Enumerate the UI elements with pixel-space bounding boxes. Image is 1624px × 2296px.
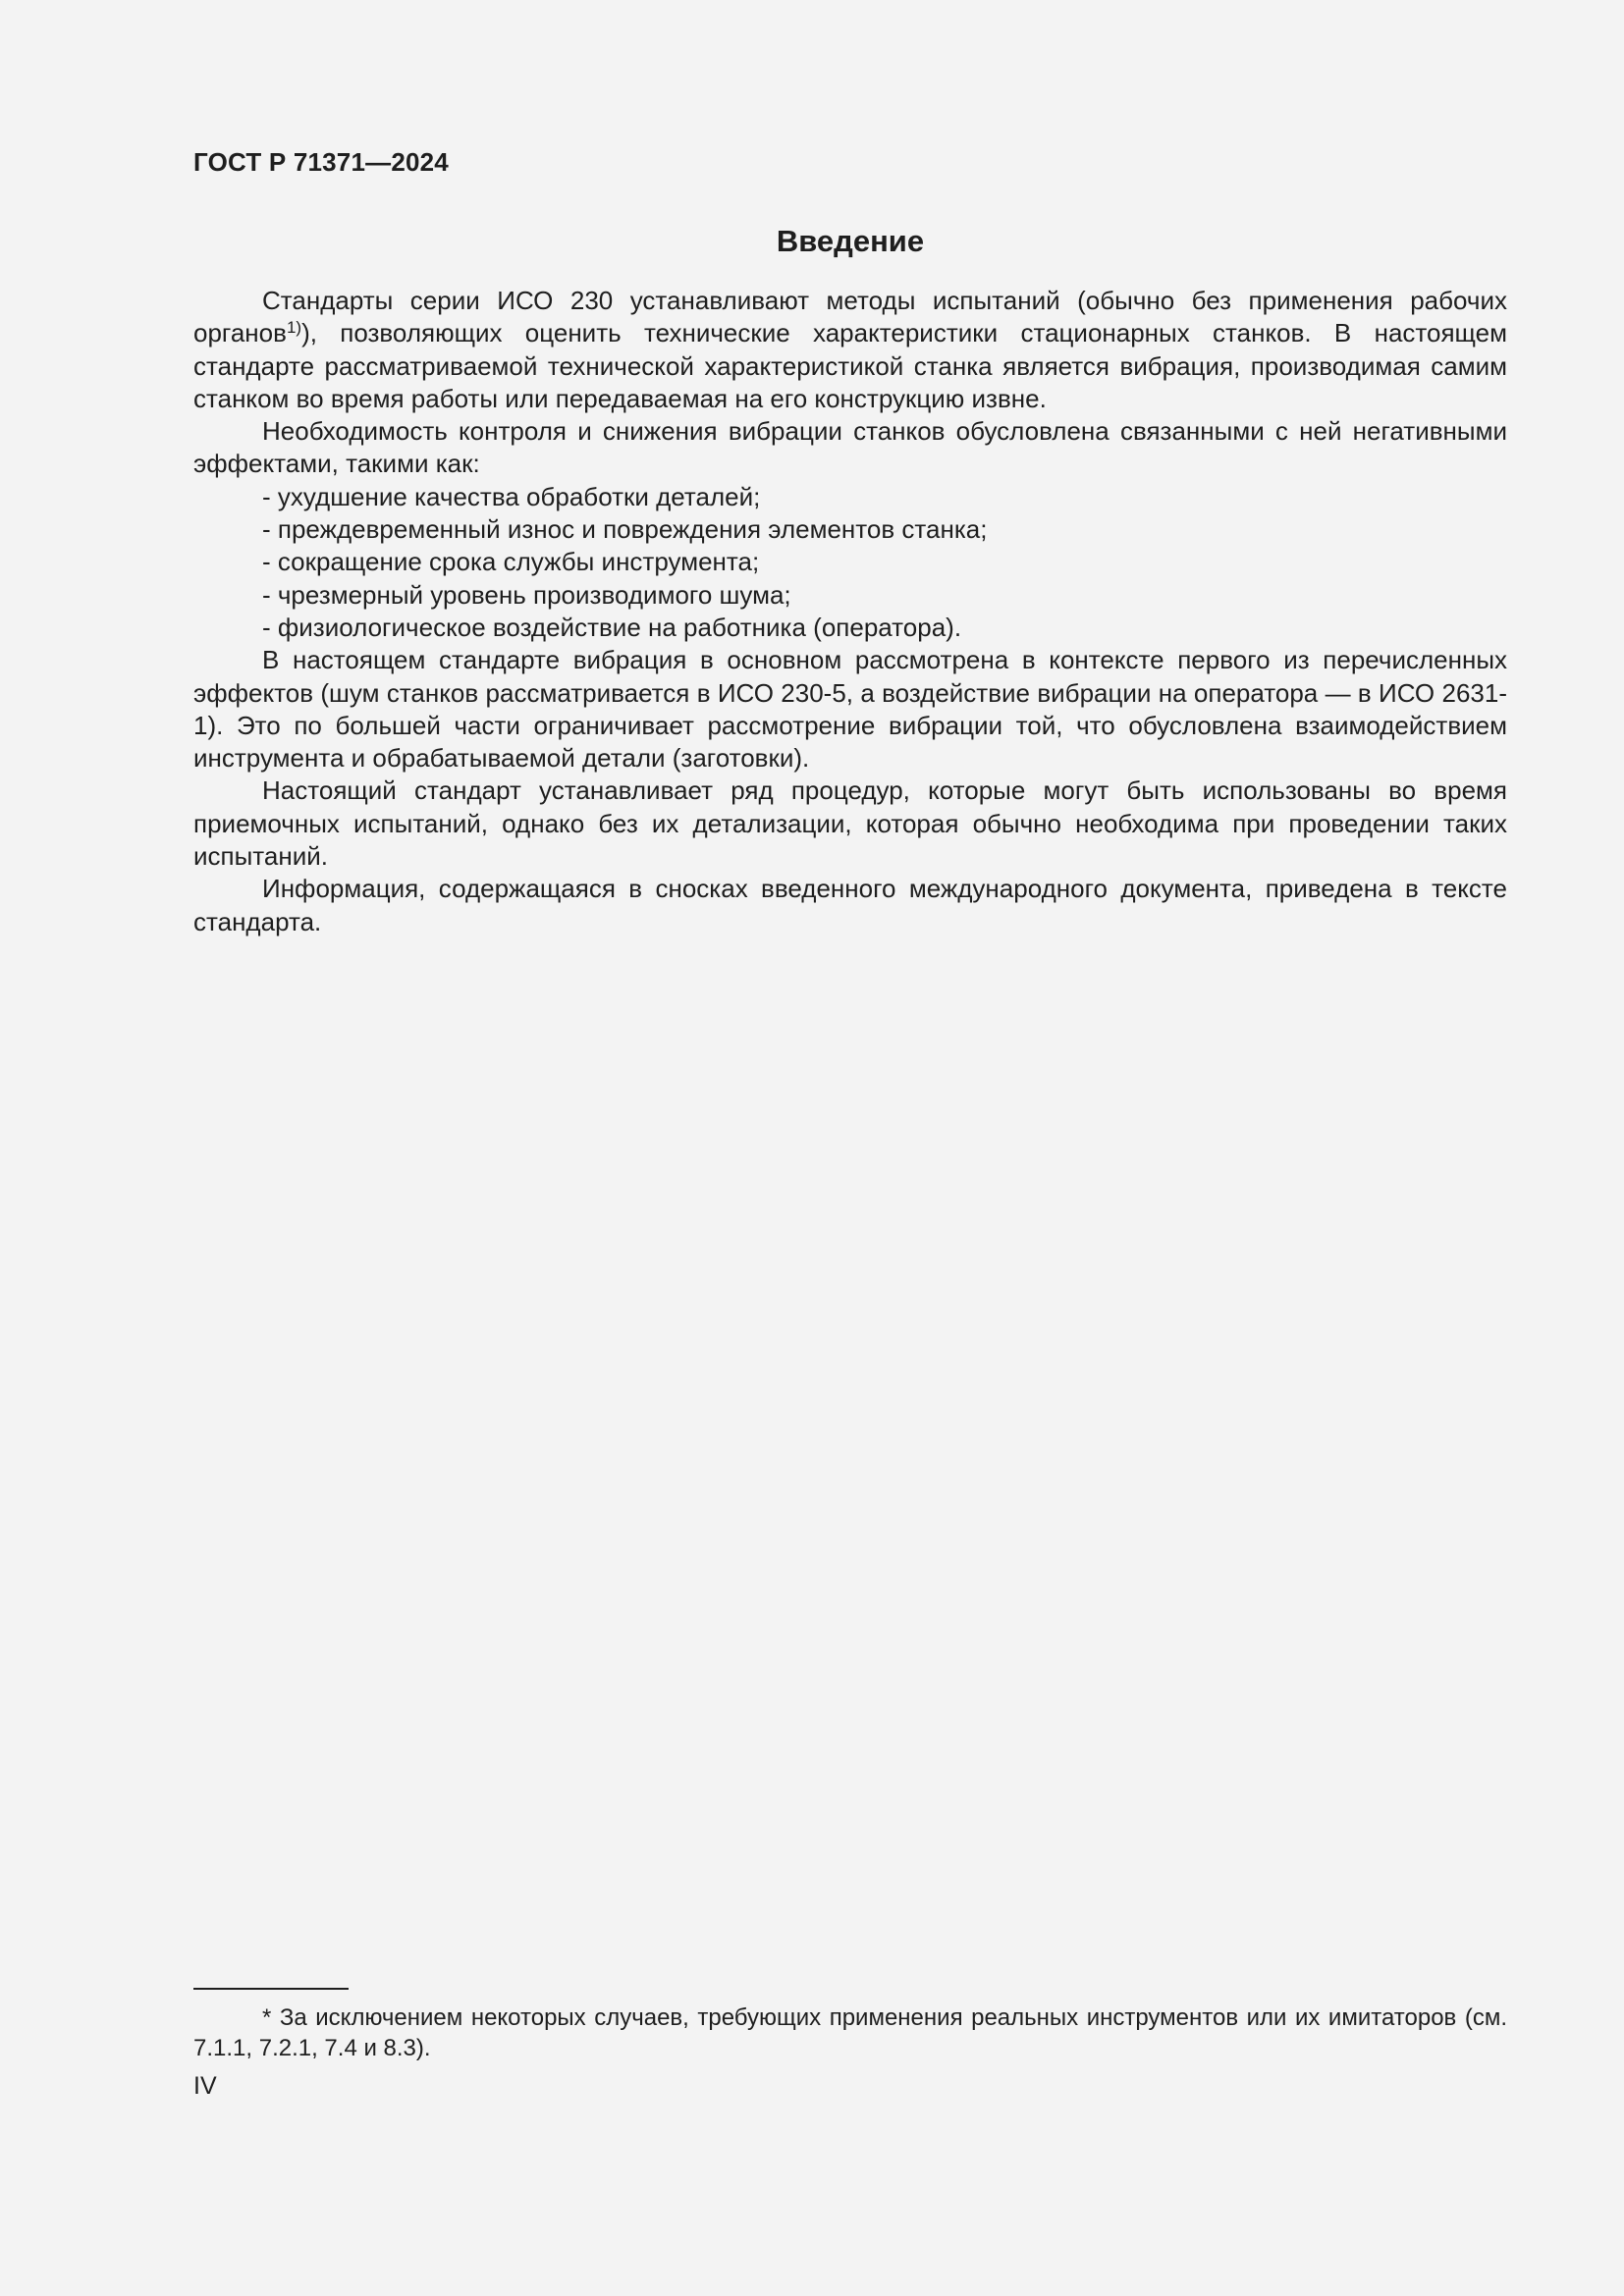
footnote-text: * За исключением некоторых случаев, требующих применения реальных инструментов или их имитаторов (см. 7.1.1, 7.2.1, 7.4 и 8.3). [193, 2004, 1507, 2061]
paragraph-intro [193, 285, 1507, 415]
body-text [193, 285, 1507, 938]
paragraph-necessity: Необходимость контроля и снижения вибрации станков обусловлена связанными с ней негативными эффектами, такими как: [193, 416, 1507, 479]
paragraph-intro-part-b: ), позволяющих оценить технические характеристики стационарных станков. В настоящем стандарте рассматриваемой технической характеристикой станка является вибрация, производимая самим станком во время работы или передаваемая на его конструкцию извне. [193, 318, 1507, 413]
list-item: - сокращение срока службы инструмента; [262, 547, 760, 577]
paragraph-footnote-info: Информация, содержащаяся в сносках введенного международного документа, приведена в тексте стандарта. [193, 874, 1507, 936]
list-item: - преждевременный износ и повреждения элементов станка; [262, 514, 988, 545]
list-item: - физиологическое воздействие на работника (оператора). [262, 612, 962, 642]
paragraph-intro-part-a: Стандарты серии ИСО 230 устанавливают методы испытаний (обычно без применения рабочих органов [193, 286, 1507, 348]
paragraph-scope: В настоящем стандарте вибрация в основном рассмотрена в контексте первого из перечисленных эффектов (шум станков рассматривается в ИСО 230-5, а воздействие вибрации на оператора — в ИСО 2631-1). Это по большей части ограничивает рассмотрение вибрации той, что обусловлена взаимодействием инструмента и обрабатываемой детали (заготовки). [193, 645, 1507, 774]
list-item: - чрезмерный уровень производимого шума; [262, 579, 791, 610]
section-title: Введение [776, 224, 925, 258]
list-item: - ухудшение качества обработки деталей; [262, 481, 761, 511]
document-header: ГОСТ Р 71371—2024 [193, 147, 449, 177]
page-number: IV [193, 2072, 217, 2100]
footnote-divider [193, 1988, 349, 1990]
paragraph-procedures: Настоящий стандарт устанавливает ряд процедур, которые могут быть использованы во время приемочных испытаний, однако без их детализации, которая обычно необходима при проведении таких испытаний. [193, 775, 1507, 872]
footnote-reference: 1) [286, 318, 302, 338]
